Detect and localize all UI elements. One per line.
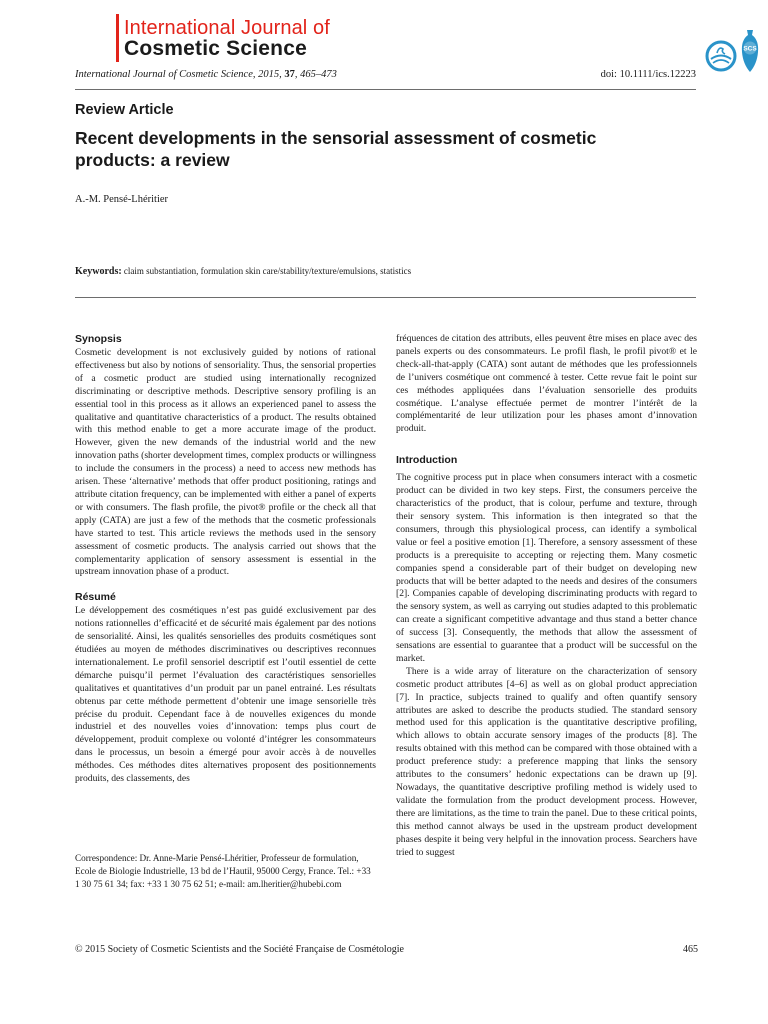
masthead-accent-bar	[116, 14, 119, 62]
resume-text: Le développement des cosmétiques n’est pas guidé exclusivement par des notions rationnelles d’efficacité et de sécurité mais également par des notions de sensorialité. Ainsi, les qualités sensorielles des produits cosmétiques sont étudiées au moyen de méthodes discriminatives ou descriptives reconnues internationalement. Le profil sensoriel descriptif est l’outil essentiel de cette démarche puisqu’il permet l’évaluation des caractéristiques sensorielles qualitatives et quantitatives d’un produit par un panel entrainé. Les résultats obtenus par cette méthode permettent d’obtenir une image sensorielle très précise du produit. Cependant face à de nouvelles exigences du monde industriel et des nouvelles voies d’innovation: temps plus court de développement, produit complexe ou volonté d’intégrer les consommateurs dans le processus, un besoin a émergé pour avoir accès à de nouvelles méthodes. Ces méthodes dites alternatives proposent des positionnements produits, des classements, des	[75, 605, 376, 785]
synopsis-text: Cosmetic development is not exclusively guided by notions of rational effectiveness but also by notions of sensoriality. Thus, the sensorial properties of a cosmetic product are studied using internationally recognized discriminating or descriptive methods. Descriptive sensory profiling is an essential tool in this process as it allows an experienced panel to assess the qualitative and quantitative characteristics of a product. The results obtained with this method enable to get a more accurate image of the product. However, given the new demands of the industrial world and the new innovation paths (shorter development times, complex products or willingness to include the consumers in the process) a need to access new methods has arisen. These ‘alternative’ methods that offer product positioning, ratings and attribute citation frequency, can be implemented with either a panel of experts or with consumers. The flash profile, the pivot® profile or the check all that apply (CATA) are just a few of the methods that the cosmetic professionals have started to test. This article reviews the methods used in the sensory assessment of cosmetic products. The analysis carried out shows that the complementarity application of sensory assessment is essential in the upstream innovation phase of a product.	[75, 347, 376, 578]
keywords-label: Keywords:	[75, 266, 122, 277]
article-type: Review Article	[75, 102, 174, 118]
introduction-paragraph-1: The cognitive process put in place when consumers interact with a cosmetic product can be divided in two key steps. First, the consumers perceive the characteristics of the product, that is colour, perfume and texture, through their sensory system. This information is then integrated so that the consumers, through this physiological process, can identify a symbolical value or feel a positive emotion [1]. Therefore, a sensory assessment of these products is a prerequisite to accepting or rejecting them. Many cosmetic companies spend a considerable part of their budget on developing new products that will be better adapted to the needs and desires of the consumers [2]. Companies capable of developing discriminating products with regard to the sensory system, as well as carrying out studies adapted to this problematic can create a significant competitive advantage and thus stand a better chance of success [3]. Consequently, the methods that allow the assessment of sensations are essential to guarantee that a product will be successful on the market.	[396, 472, 697, 664]
citation-pages: , 465–473	[294, 69, 337, 80]
swan-logo-icon	[707, 42, 735, 70]
resume-heading: Résumé	[75, 591, 116, 604]
logo-badge-text: SCS	[743, 45, 757, 53]
journal-citation	[75, 69, 337, 80]
left-column	[75, 333, 376, 798]
journal-name-line1: International Journal of	[124, 17, 330, 39]
introduction-section	[396, 454, 697, 859]
amphora-logo-icon	[742, 30, 758, 72]
resume-section	[75, 591, 376, 786]
doi-link[interactable]: doi: 10.1111/ics.12223	[600, 69, 696, 80]
article-authors: A.-M. Pensé-Lhéritier	[75, 194, 169, 205]
title-divider	[75, 297, 696, 298]
introduction-paragraph-2: There is a wide array of literature on the characterization of sensory cosmetic product attributes [4–6] as well as on global product appreciation [7]. In practice, subjects trained to qualify and often quantify sensory attributes are asked to describe the products studied. The standard sensory method used for this application is the quantitative descriptive profiling, which allows to obtain accurate sensory images of the products [8]. The results obtained with this method can be compared with those obtained with a product preference study: a preference mapping that links the sensory attributes to the consumers’ hedonic expectations can be drawn up [9]. Nowadays, the quantitative descriptive profiling method is widely used to validate the formulation from the product development process. However, there are limitations, as the time to train the panel. Due to these critical points, this method cannot always be used in the upstream product development phases despite it being very helpful in the innovation process. Searchers have tried to suggest	[396, 665, 697, 858]
article-title: Recent developments in the sensorial assessment of cosmetic products: a review	[75, 128, 597, 170]
synopsis-heading: Synopsis	[75, 333, 122, 345]
synopsis-section	[75, 333, 376, 579]
copyright-notice: © 2015 Society of Cosmetic Scientists and the Société Française de Cosmétologie	[75, 944, 404, 955]
journal-masthead	[116, 14, 757, 64]
journal-name-line2: Cosmetic Science	[124, 37, 307, 60]
right-column	[396, 333, 697, 859]
citation-volume: 37	[284, 69, 295, 80]
resume-continuation-text: fréquences de citation des attributs, elles peuvent être mises en place avec des panels experts ou des consommateurs. Le profil flash, le profil pivot® et le check-all-that-apply (CATA) sont autant de méthodes que les professionnels de l’univers cosmétique ont commencé à tester. Cette revue fait le point sur ces méthodes appliquées dans l’évaluation sensorielle des produits cosmétique. L’analyse effectuée permet de montrer l’intérêt de la complémentarité de leur utilization pour les phases amont d’innovation produit.	[396, 333, 697, 435]
society-logos	[701, 26, 763, 78]
header-divider	[75, 89, 696, 90]
page-number: 465	[683, 944, 698, 955]
introduction-heading: Introduction	[396, 454, 458, 467]
resume-continuation-section	[396, 333, 697, 436]
citation-text: International Journal of Cosmetic Science, 2015,	[75, 69, 285, 80]
keywords-list: claim substantiation, formulation skin care/stability/texture/emulsions, statistics	[123, 266, 412, 276]
keywords-line	[75, 266, 695, 277]
correspondence-note: Correspondence: Dr. Anne-Marie Pensé-Lhéritier, Professeur de formulation, Ecole de Biologie Industrielle, 13 bd de l’Hautil, 95000 Cergy, France. Tel.: +33 1 30 75 61 34; fax: +33 1 30 75 62 51; e-mail: am.lheritier@hubebi.com	[75, 853, 371, 889]
